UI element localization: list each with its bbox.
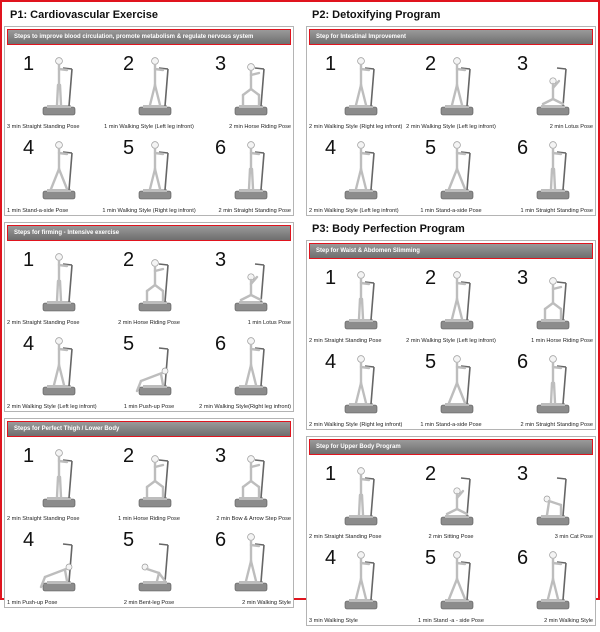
step-number: 5 [425,547,437,569]
exercise-figure [231,527,271,595]
step-number: 6 [517,137,529,159]
step-cell [499,457,595,541]
panel-header: Step for Waist & Abdomen Slimming [309,243,593,259]
step-number: 4 [23,137,35,159]
panel-upper-body [306,436,596,626]
step-cell [101,243,197,327]
step-caption: 2 min Horse Riding Pose [118,320,180,326]
step-caption: 2 min Straight Standing Pose [309,338,382,344]
step-cell [307,345,403,429]
step-cell [101,439,197,523]
exercise-figure [437,135,477,203]
step-number: 3 [517,53,529,75]
exercise-figure [533,265,573,333]
step-cell [499,131,595,215]
step-number: 1 [325,463,337,485]
step-caption: 2 min Walking Style (Left leg infront) [309,208,399,214]
exercise-figure [437,461,477,529]
exercise-figure [231,247,271,315]
step-number: 2 [425,53,437,75]
panel-firming [4,222,294,412]
panel-header: Steps for Perfect Thigh / Lower Body [7,421,291,437]
step-caption: 2 min Bow & Arrow Step Pose [216,516,291,522]
exercise-figure [533,51,573,119]
step-caption: 2 min Bent-leg Pose [123,600,175,606]
panel-circulation [4,26,294,216]
step-cell [5,523,101,607]
step-grid [307,47,595,215]
step-cell [197,439,293,523]
exercise-figure [341,461,381,529]
exercise-figure [437,265,477,333]
step-number: 5 [425,137,437,159]
step-grid [307,261,595,429]
step-cell [5,439,101,523]
step-grid [5,47,293,215]
step-cell [5,243,101,327]
step-number: 5 [123,333,135,355]
exercise-figure [437,51,477,119]
exercise-figure [135,247,175,315]
step-caption: 2 min Walking Style [544,618,593,624]
step-number: 6 [517,351,529,373]
step-caption: 2 min Lotus Pose [549,124,593,130]
step-number: 2 [123,445,135,467]
step-caption: 2 min Straight Standing Pose [7,516,80,522]
exercise-figure [135,331,175,399]
exercise-figure [39,331,79,399]
step-caption: 1 min Stand-a-side Pose [420,422,482,428]
exercise-figure [341,135,381,203]
step-number: 6 [215,333,227,355]
step-number: 1 [325,53,337,75]
step-caption: 1 min Push-up Pose [123,404,175,410]
step-caption: 2 min Straight Standing Pose [309,534,382,540]
step-caption: 1 min Walking Style (Left leg infront) [104,124,194,130]
step-number: 4 [23,333,35,355]
step-number: 4 [325,137,337,159]
step-number: 2 [425,463,437,485]
step-cell [101,131,197,215]
step-number: 5 [425,351,437,373]
panel-header: Steps to improve blood circulation, promote metabolism & regulate nervous system [7,29,291,45]
exercise-figure [135,443,175,511]
step-number: 3 [517,267,529,289]
step-cell [499,541,595,625]
step-cell [499,261,595,345]
step-cell [403,131,499,215]
exercise-figure [341,349,381,417]
step-caption: 2 min Walking Style (Right leg infront) [309,124,403,130]
step-caption: 2 min Walking Style (Left leg infront) [406,338,496,344]
step-cell [499,47,595,131]
step-caption: 1 min Horse Riding Pose [531,338,593,344]
step-number: 4 [23,529,35,551]
step-number: 1 [325,267,337,289]
step-grid [5,243,293,411]
step-number: 1 [23,445,35,467]
step-caption: 2 min Sitting Pose [428,534,474,540]
step-number: 3 [517,463,529,485]
step-cell [403,47,499,131]
step-cell [307,131,403,215]
step-caption: 1 min Push-up Pose [7,600,58,606]
step-caption: 2 min Walking Style [242,600,291,606]
step-caption: 2 min Walking Style (Left leg infront) [406,124,496,130]
step-caption: 1 min Horse Riding Pose [118,516,180,522]
step-caption: 2 min Walking Style(Right leg infront) [199,404,291,410]
step-cell [5,131,101,215]
step-number: 5 [123,529,135,551]
exercise-figure [231,331,271,399]
step-caption: 3 min Straight Standing Pose [7,124,80,130]
step-cell [403,261,499,345]
step-number: 5 [123,137,135,159]
step-cell [403,541,499,625]
step-caption: 3 min Cat Pose [554,534,593,540]
step-cell [307,457,403,541]
exercise-figure [135,51,175,119]
step-caption: 1 min Stand-a-side Pose [7,208,69,214]
exercise-figure [39,443,79,511]
step-number: 3 [215,445,227,467]
step-caption: 1 min Lotus Pose [247,320,291,326]
exercise-figure [437,545,477,613]
exercise-figure [39,247,79,315]
step-caption: 2 min Walking Style (Right leg infront) [309,422,403,428]
step-number: 2 [425,267,437,289]
left-column [4,4,294,614]
exercise-figure [39,527,79,595]
right-column [306,4,596,632]
step-caption: 2 min Walking Style (Left leg infront) [7,404,97,410]
step-cell [101,523,197,607]
step-number: 3 [215,53,227,75]
step-cell [307,47,403,131]
step-caption: 1 min Straight Standing Pose [520,208,593,214]
exercise-figure [135,135,175,203]
exercise-figure [39,51,79,119]
panel-intestinal [306,26,596,216]
step-caption: 1 min Walking Style (Right leg infront) [102,208,196,214]
step-cell [101,47,197,131]
step-caption: 3 min Walking Style [309,618,358,624]
exercise-figure [533,349,573,417]
step-caption: 2 min Straight Standing Pose [7,320,80,326]
step-number: 4 [325,351,337,373]
exercise-figure [231,443,271,511]
exercise-figure [341,545,381,613]
step-caption: 1 min Stand -a - side Pose [418,618,484,624]
step-number: 6 [215,529,227,551]
step-cell [307,261,403,345]
step-number: 6 [215,137,227,159]
step-caption: 2 min Straight Standing Pose [218,208,291,214]
step-grid [5,439,293,607]
step-cell [5,327,101,411]
step-cell [101,327,197,411]
step-caption: 1 min Stand-a-side Pose [420,208,482,214]
exercise-figure [135,527,175,595]
step-cell [403,345,499,429]
step-number: 1 [23,249,35,271]
exercise-figure [39,135,79,203]
step-cell [403,457,499,541]
step-number: 6 [517,547,529,569]
exercise-figure [231,135,271,203]
exercise-figure [533,135,573,203]
exercise-figure [341,265,381,333]
step-cell [197,327,293,411]
step-number: 1 [23,53,35,75]
panel-header: Step for Upper Body Program [309,439,593,455]
exercise-figure [533,461,573,529]
step-number: 3 [215,249,227,271]
step-number: 4 [325,547,337,569]
panel-waist [306,240,596,430]
step-cell [197,47,293,131]
program-title-p1: P1: Cardiovascular Exercise [10,9,158,21]
step-number: 2 [123,249,135,271]
step-caption: 2 min Straight Standing Pose [520,422,593,428]
step-cell [197,131,293,215]
step-cell [197,523,293,607]
step-caption: 2 min Horse Riding Pose [229,124,291,130]
step-cell [307,541,403,625]
step-cell [5,47,101,131]
program-title-p2: P2: Detoxifying Program [312,9,441,21]
exercise-figure [341,51,381,119]
exercise-figure [231,51,271,119]
exercise-figure [533,545,573,613]
panel-header: Step for Intestinal Improvement [309,29,593,45]
step-cell [499,345,595,429]
panel-lower-body [4,418,294,608]
program-title-p3: P3: Body Perfection Program [312,223,465,235]
step-cell [197,243,293,327]
panel-header: Steps for firming - Intensive exercise [7,225,291,241]
exercise-figure [437,349,477,417]
step-number: 2 [123,53,135,75]
